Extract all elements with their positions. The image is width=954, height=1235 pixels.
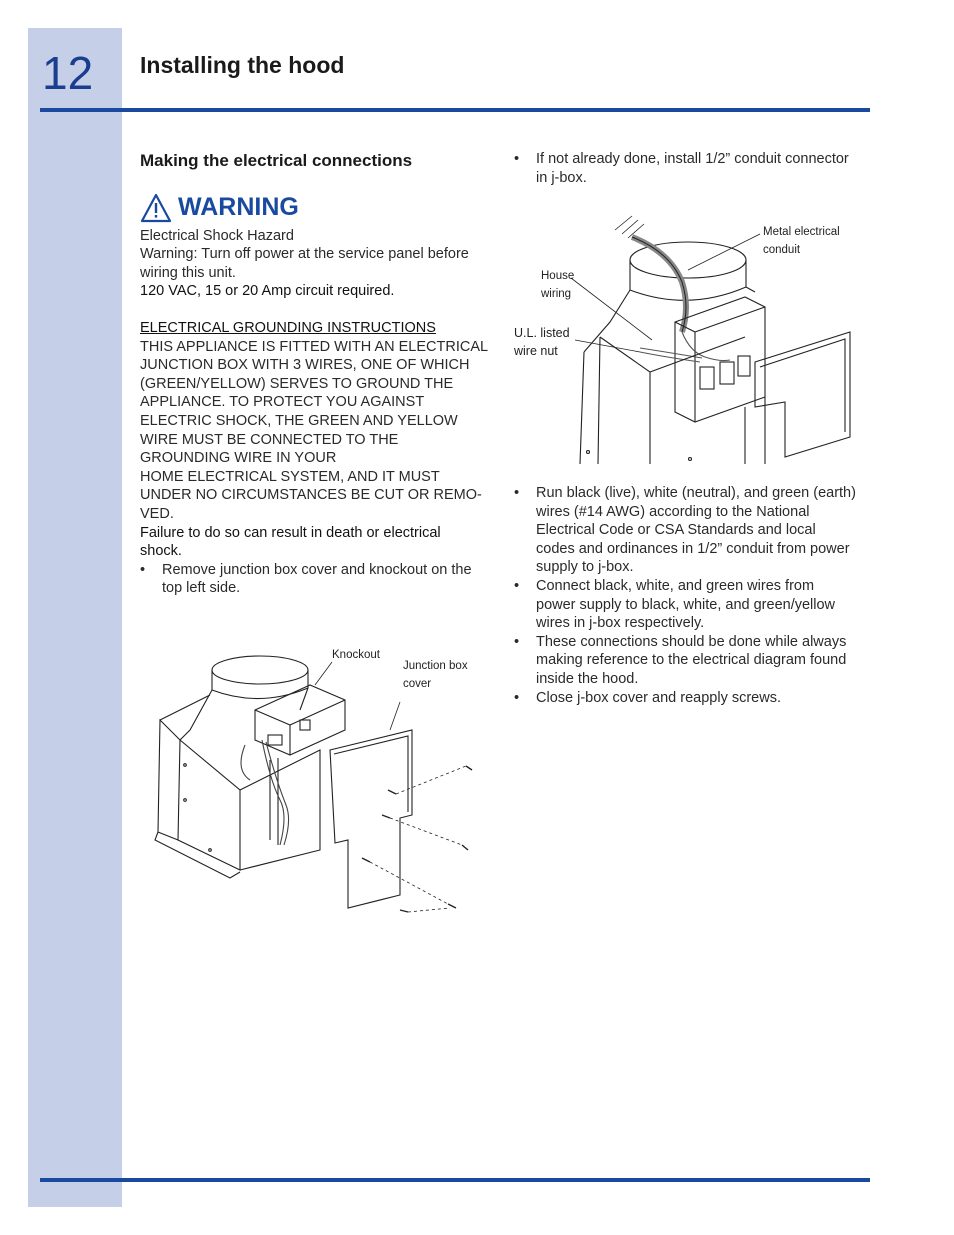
grounding-line: JUNCTION BOX WITH 3 WIRES, ONE OF WHICH — [140, 357, 470, 374]
warning-label: WARNING — [178, 193, 299, 222]
list-item-line: wires (#14 AWG) according to the National — [536, 503, 810, 520]
list-item-line: supply to j-box. — [536, 559, 634, 576]
failure-warning-line: Failure to do so can result in death or electrical — [140, 524, 441, 541]
list-item-line: • Remove junction box cover and knockout on the — [162, 561, 472, 578]
warning-triangle-icon — [140, 193, 172, 223]
warning-text-line: wiring this unit. — [140, 264, 236, 281]
grounding-line: THIS APPLIANCE IS FITTED WITH AN ELECTRICAL — [140, 338, 489, 355]
label-junction-box-cover: Junction box — [403, 660, 468, 672]
grounding-line: APPLIANCE. TO PROTECT YOU AGAINST — [140, 394, 425, 411]
grounding-line: WIRE MUST BE CONNECTED TO THE — [140, 431, 399, 448]
failure-warning-line: shock. — [140, 543, 182, 560]
grounding-title: ELECTRICAL GROUNDING INSTRUCTIONS — [140, 319, 436, 336]
grounding-line: ELECTRIC SHOCK, THE GREEN AND YELLOW — [140, 412, 458, 429]
list-item-line: power supply to black, white, and green/yellow — [536, 596, 836, 613]
footer-rule — [40, 1178, 870, 1182]
header-rule — [40, 108, 870, 112]
label-house-wiring: House — [541, 270, 575, 282]
list-item-line: inside the hood. — [536, 670, 639, 687]
list-item-line: codes and ordinances in 1/2” conduit from power — [536, 540, 850, 557]
list-item — [514, 633, 874, 689]
grounding-line: UNDER NO CIRCUMSTANCES BE CUT OR REMO- — [140, 487, 482, 504]
label-metal-conduit: Metal electrical — [763, 226, 840, 238]
grounding-line: VED. — [140, 505, 174, 522]
conduit-wiring-diagram — [570, 212, 870, 464]
page-number: 12 — [42, 47, 94, 99]
list-item-line: • Run black (live), white (neutral), and green (earth) — [536, 485, 856, 501]
list-item-line: in j-box. — [536, 169, 587, 186]
junction-box-diagram — [150, 640, 490, 940]
grounding-line: GROUNDING WIRE IN YOUR — [140, 450, 337, 467]
right-column — [514, 150, 874, 187]
list-item-line: • If not already done, install 1/2” conduit connector — [536, 151, 849, 167]
list-item — [514, 577, 874, 633]
grounding-line: (GREEN/YELLOW) SERVES TO GROUND THE — [140, 375, 454, 392]
hazard-text: Electrical Shock Hazard — [140, 227, 294, 244]
list-item — [514, 689, 874, 708]
list-item-line: top left side. — [162, 580, 241, 597]
list-item-line: • Connect black, white, and green wires from — [536, 577, 815, 594]
right-column-steps — [514, 484, 874, 707]
label-junction-box-cover: cover — [403, 678, 432, 690]
list-item — [140, 561, 492, 598]
list-item — [514, 150, 874, 187]
warning-banner — [140, 193, 492, 223]
list-item-line: • Close j-box cover and reapply screws. — [536, 689, 781, 706]
list-item-line: making reference to the electrical diagram found — [536, 652, 847, 669]
grounding-line: HOME ELECTRICAL SYSTEM, AND IT MUST — [140, 468, 440, 485]
label-wire-nut: wire nut — [514, 344, 558, 358]
page-sidebar-band — [28, 28, 122, 1207]
left-column — [140, 150, 492, 598]
page-title: Installing the hood — [140, 52, 345, 78]
label-house-wiring: wiring — [541, 288, 572, 300]
label-metal-conduit: conduit — [763, 244, 801, 256]
list-item-line: • These connections should be done while always — [536, 633, 847, 650]
list-item-line: Electrical Code or CSA Standards and local — [536, 522, 816, 539]
warning-text-line: Warning: Turn off power at the service panel before — [140, 246, 469, 263]
list-item-line: wires in j-box respectively. — [536, 615, 705, 632]
list-item — [514, 484, 874, 577]
section-heading: Making the electrical connections — [140, 151, 413, 170]
label-knockout: Knockout — [332, 649, 380, 661]
label-wire-nut: U.L. listed — [514, 326, 570, 340]
circuit-requirement: 120 VAC, 15 or 20 Amp circuit required. — [140, 283, 395, 300]
